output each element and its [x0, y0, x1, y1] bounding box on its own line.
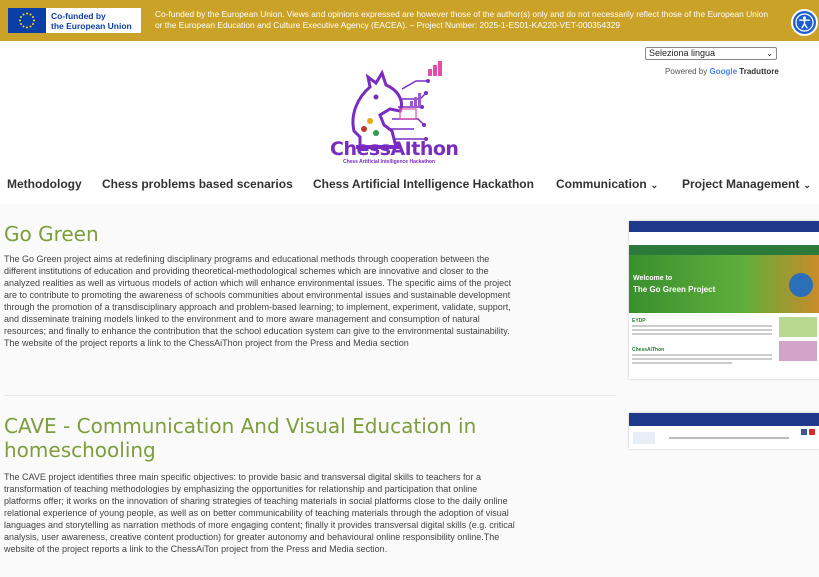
chevron-down-icon: ⌄ [766, 49, 773, 58]
article-title-go-green[interactable]: Go Green [4, 222, 99, 246]
funding-disclaimer: Co-funded by the European Union. Views and opinions expressed are however those of the author(s) only and do not necessarily reflect those of the European Union or the European Education and Culture Executive Agency (EACEA). – Project Number: 2025-1-ES01-KA220-VET-000354329 [155, 9, 768, 30]
article-line: website of the project reports a link to the ChessAiTon project from the Press and Media section. [4, 544, 388, 554]
thumb-section-1: EYDP [632, 318, 646, 324]
cave-website-thumbnail[interactable] [629, 413, 819, 449]
thumb-text-line [632, 329, 772, 331]
article-title-cave[interactable] [4, 414, 476, 462]
chevron-down-icon: ⌄ [803, 180, 811, 190]
main-nav [0, 177, 819, 193]
nav-item-label: Chess Artificial Intelligence Hackathon [313, 177, 534, 191]
article-line: different institutions of education and providing theoretical-methodological schemes which are innovative and closer to the [4, 266, 489, 276]
thumb-text-line [632, 358, 772, 360]
nav-item-communication[interactable] [556, 177, 658, 191]
eu-badge [8, 8, 141, 33]
thumb-image [779, 317, 817, 337]
thumb-hero-line2: The Go Green Project [633, 285, 716, 294]
logo-subtitle: Chess Artificial Intelligence Hackathon [342, 159, 436, 165]
thumb-header [629, 232, 819, 245]
thumb-logo [633, 432, 655, 444]
article-line: platforms offer; it works on the innovation of sharing strategies of teaching materials in social platforms close to the daily online [4, 496, 508, 506]
language-select[interactable] [645, 47, 777, 60]
nav-item-hackathon[interactable] [313, 177, 534, 191]
google-logo[interactable]: Google [709, 67, 738, 76]
article-line: The Go Green project aims at redefining disciplinary programs and educational methods through cooperation between the [4, 254, 490, 264]
thumb-text-line [632, 362, 732, 364]
thumb-topbar [629, 221, 819, 232]
thumb-text-line [632, 333, 772, 335]
language-select-value: Seleziona lingua [649, 48, 716, 58]
logo-title: ChessAIthon [330, 138, 459, 160]
powered-by-google [665, 67, 779, 76]
eu-badge-line1: Co-funded by [51, 10, 106, 21]
go-green-website-thumbnail[interactable] [629, 221, 819, 379]
article-title-line1: CAVE - Communication And Visual Education in [4, 414, 477, 438]
thumb-section-2: ChessAiThon [632, 347, 665, 353]
nav-item-project-management[interactable] [682, 177, 811, 191]
thumb-nav [629, 245, 819, 255]
thumb-hero [629, 255, 819, 313]
nav-item-label: Project Management [682, 177, 800, 191]
article-body-cave [4, 471, 614, 555]
article-line: relational experience of young people, as well as on better communicability of teaching materials through the adoption of visual [4, 508, 509, 518]
nav-item-label: Communication [556, 177, 647, 191]
article-line: analysis, user awareness, creative content production) for greater autonomy and behavioural online responsibility online.The [4, 532, 500, 542]
article-line: The CAVE project identifies three main specific objectives: to provide basic and transversal digital skills to teachers for a [4, 472, 482, 482]
article-line: analyzed realities as well as virtuous models of action which will enhance environmental issues. The specific aims of the project [4, 278, 512, 288]
thumb-text-line [632, 354, 772, 356]
youtube-icon [809, 429, 815, 435]
article-title-line2: homeschooling [4, 438, 156, 462]
eu-flag-icon [8, 8, 46, 33]
nav-item-chess-problems[interactable] [102, 177, 293, 191]
article-divider [4, 395, 616, 396]
accessibility-icon [795, 13, 814, 32]
thumb-text-line [632, 325, 772, 327]
thumb-image [779, 341, 817, 361]
article-line: resources; and finally to enhance the contribution that the school education system can give to the environmental sustainability. [4, 326, 510, 336]
facebook-icon [801, 429, 807, 435]
article-line: and disseminate training models linked to the environment and to more aware management and consumption of natural [4, 314, 480, 324]
nav-item-label: Methodology [7, 177, 82, 191]
eu-badge-line2: the European Union [51, 20, 132, 31]
accessibility-button[interactable] [791, 9, 818, 36]
chevron-down-icon: ⌄ [650, 180, 659, 190]
eu-funding-banner [0, 0, 819, 41]
thumb-hero-line1: Welcome to [633, 275, 673, 282]
article-line: languages and storytelling as narration methods of more engaging content; finally it provides transversal digital skills (e.g. critical [4, 520, 515, 530]
nav-item-methodology[interactable] [7, 177, 82, 191]
thumb-nav [669, 437, 789, 439]
article-line: The website of the project reports a link to the ChessAiThon project from the Press and Media section [4, 338, 409, 348]
article-line: through the promotion of a transdisciplinary approach and problem-based learning; to implement, experiment, validate, support, [4, 302, 511, 312]
translator-label: Traduttore [739, 67, 779, 76]
article-line: transformation of teaching methodologies by emphasizing the opportunities for relationship and participation that online [4, 484, 478, 494]
thumb-topbar [629, 413, 819, 426]
globe-icon [789, 273, 813, 297]
article-body-go-green [4, 253, 614, 349]
powered-prefix: Powered by [665, 67, 708, 76]
eu-badge-text [46, 11, 132, 31]
article-line: are to contribute to promoting the awareness of schools communities about environmental issues and sustainable development [4, 290, 511, 300]
nav-item-label: Chess problems based scenarios [102, 177, 293, 191]
